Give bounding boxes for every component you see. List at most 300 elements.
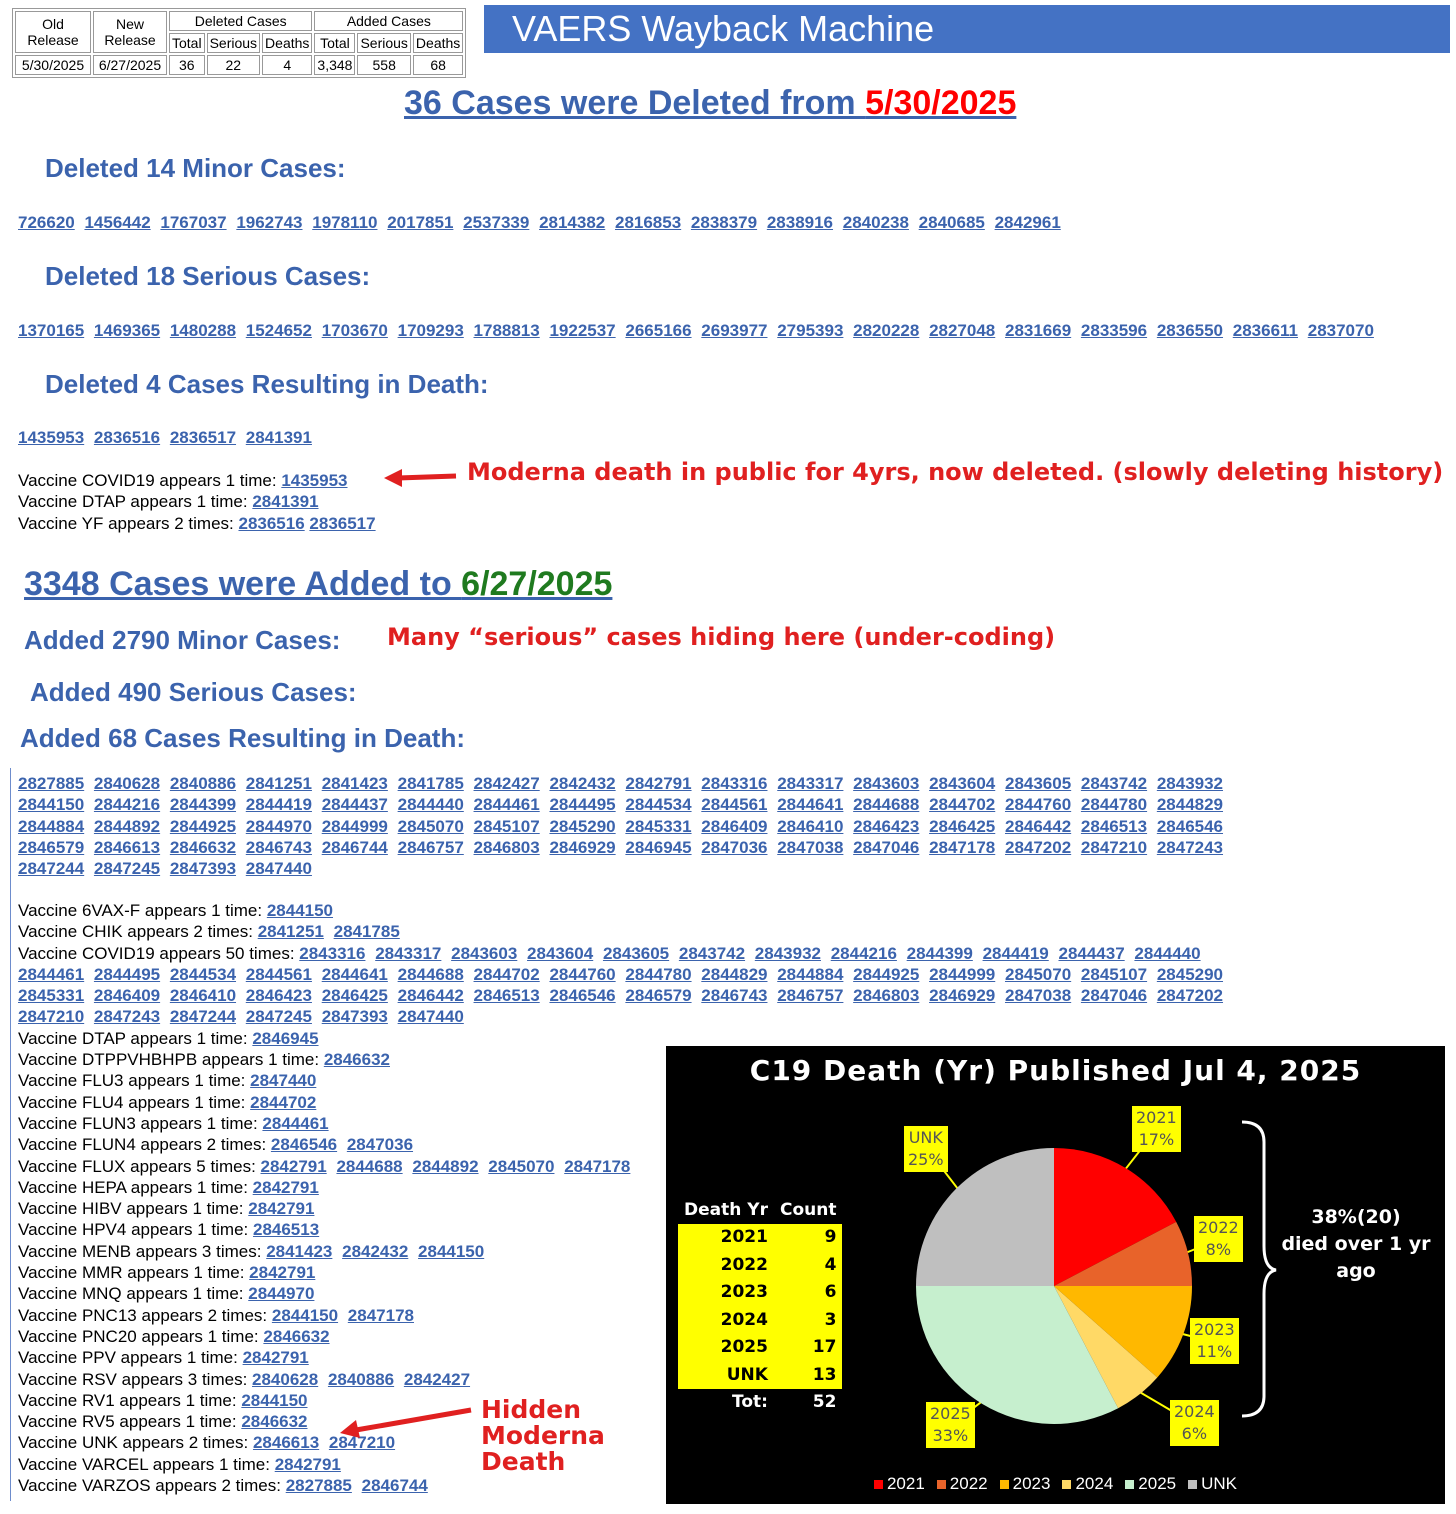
vaccine-label: Vaccine PNC13 appears 2 times:: [18, 1305, 272, 1325]
case-link[interactable]: 2847036: [346, 1135, 414, 1155]
case-link[interactable]: 2844688: [397, 964, 464, 984]
case-link[interactable]: 1456442: [84, 213, 151, 232]
case-link[interactable]: 2847038: [777, 837, 844, 857]
case-link[interactable]: 2836516: [238, 513, 305, 533]
case-link[interactable]: 2846442: [397, 986, 464, 1006]
table-cell-count: 17: [774, 1334, 843, 1362]
case-link[interactable]: 726620: [18, 213, 75, 232]
case-link[interactable]: 1767037: [160, 213, 227, 232]
case-link[interactable]: 2846803: [473, 837, 540, 857]
case-link[interactable]: 2837070: [1307, 321, 1374, 340]
case-link[interactable]: 2844495: [549, 795, 616, 815]
case-link[interactable]: 2846579: [18, 837, 85, 857]
case-link[interactable]: 2844440: [1134, 943, 1201, 963]
case-link[interactable]: 2846929: [929, 986, 996, 1006]
case-link[interactable]: 2846929: [549, 837, 616, 857]
case-link[interactable]: 2845331: [18, 986, 85, 1006]
vaccine-line: [18, 921, 1258, 942]
vaccine-label: Vaccine DTPPVHBHPB appears 1 time:: [18, 1050, 324, 1070]
case-link[interactable]: 2842432: [549, 774, 616, 793]
case-link[interactable]: 2842791: [248, 1199, 315, 1219]
case-link[interactable]: 2844688: [336, 1156, 403, 1176]
case-link[interactable]: 2843317: [777, 774, 844, 793]
case-link[interactable]: 2844216: [93, 795, 161, 815]
case-link[interactable]: 2843316: [299, 943, 366, 963]
summary-cell: 68: [413, 55, 463, 75]
legend-item: [1062, 1474, 1113, 1493]
legend-label: 2025: [1138, 1474, 1177, 1493]
case-link[interactable]: 2840628: [252, 1369, 319, 1389]
vaccine-label: Vaccine VARCEL appears 1 time:: [18, 1454, 275, 1474]
case-link[interactable]: 2795393: [777, 321, 844, 340]
case-link[interactable]: 2844702: [473, 964, 540, 984]
added-minor-heading: Added 2790 Minor Cases:: [24, 625, 341, 655]
table-total-label: Tot:: [732, 1392, 768, 1413]
summary-cell: 5/30/2025: [15, 55, 91, 75]
case-link[interactable]: 2843316: [701, 774, 768, 793]
deleted-death-heading: Deleted 4 Cases Resulting in Death:: [45, 369, 489, 399]
case-link[interactable]: 1480288: [169, 321, 237, 340]
case-link[interactable]: 2846744: [321, 837, 388, 857]
case-link[interactable]: 2844970: [245, 816, 312, 836]
case-link[interactable]: 2841785: [333, 922, 400, 942]
arrow-icon: [380, 465, 460, 489]
pie-label-year: 2022: [1198, 1218, 1239, 1237]
vaccine-label: Vaccine UNK appears 2 times:: [18, 1433, 253, 1453]
case-link[interactable]: 2847178: [564, 1156, 631, 1176]
case-link[interactable]: 2845290: [549, 816, 616, 836]
section-rule: [10, 768, 11, 1501]
case-link[interactable]: 1435953: [18, 428, 85, 447]
case-link[interactable]: 2844892: [412, 1156, 479, 1176]
legend-swatch: [1125, 1480, 1134, 1489]
case-link[interactable]: 2842791: [242, 1348, 309, 1368]
case-link[interactable]: 2844760: [1004, 795, 1072, 815]
vaccine-label: Vaccine MENB appears 3 times:: [18, 1241, 267, 1261]
case-link[interactable]: 2814382: [539, 213, 606, 232]
case-link[interactable]: 2846632: [241, 1412, 308, 1432]
column-header: Total: [314, 33, 355, 53]
vaccine-label: Vaccine FLU4 appears 1 time:: [18, 1092, 251, 1112]
case-link[interactable]: 2844999: [929, 964, 996, 984]
case-link[interactable]: 2665166: [625, 321, 692, 340]
pie-label-year: 2021: [1136, 1108, 1177, 1127]
case-link[interactable]: 2836517: [309, 513, 376, 533]
case-link[interactable]: 2840886: [327, 1369, 395, 1389]
vaccine-label: Vaccine DTAP appears 1 time:: [18, 1028, 253, 1048]
table-header-count: Count: [779, 1199, 837, 1220]
case-link[interactable]: 2847243: [1156, 837, 1224, 857]
case-link[interactable]: 2841251: [257, 922, 324, 942]
case-link[interactable]: 2838916: [766, 213, 834, 232]
case-link[interactable]: 2844702: [250, 1092, 317, 1112]
legend-label: UNK: [1201, 1474, 1238, 1493]
legend-swatch: [1188, 1480, 1197, 1489]
case-link[interactable]: 2844216: [830, 943, 897, 963]
pie-label-2025: [926, 1402, 975, 1448]
table-cell-count: 4: [774, 1251, 843, 1279]
case-link[interactable]: 2846803: [853, 986, 920, 1006]
case-link[interactable]: 2844495: [93, 964, 161, 984]
case-link[interactable]: 2842427: [403, 1369, 471, 1389]
case-link[interactable]: 2846423: [853, 816, 920, 836]
case-link[interactable]: 2847393: [321, 1007, 388, 1027]
table-cell-count: 13: [774, 1361, 843, 1389]
case-link[interactable]: 2827885: [285, 1476, 352, 1496]
vaccine-line: [18, 513, 376, 534]
legend-swatch: [874, 1480, 883, 1489]
case-link[interactable]: 2844925: [853, 964, 920, 984]
legend-label: 2023: [1012, 1474, 1051, 1493]
case-link[interactable]: 2846513: [1080, 816, 1148, 836]
vaccine-label: Vaccine FLU3 appears 1 time:: [18, 1071, 251, 1091]
case-link[interactable]: 2846425: [321, 986, 388, 1006]
case-link[interactable]: 2845070: [488, 1156, 555, 1176]
case-link[interactable]: 2847244: [18, 859, 85, 879]
vaccine-label: Vaccine HPV4 appears 1 time:: [18, 1220, 253, 1240]
case-link[interactable]: 2847202: [1004, 837, 1072, 857]
case-link[interactable]: 2844440: [397, 795, 464, 815]
header-added-cases: Added Cases: [314, 11, 463, 31]
case-link[interactable]: 2847202: [1156, 986, 1224, 1006]
deleted-title-text: 36 Cases were Deleted from: [404, 84, 866, 122]
case-link[interactable]: 2017851: [387, 213, 454, 232]
case-link[interactable]: 2836516: [93, 428, 161, 447]
case-link[interactable]: 2844702: [929, 795, 996, 815]
table-cell-year: UNK: [678, 1361, 774, 1389]
case-link[interactable]: 1469365: [93, 321, 161, 340]
case-link[interactable]: 2844780: [1080, 795, 1148, 815]
case-link[interactable]: 2840886: [169, 774, 237, 793]
case-link[interactable]: 2693977: [701, 321, 768, 340]
header-deleted-cases: Deleted Cases: [169, 11, 312, 31]
vaccine-label: Vaccine HIBV appears 1 time:: [18, 1199, 249, 1219]
vaccine-label: Vaccine DTAP appears 1 time:: [18, 492, 253, 512]
case-link[interactable]: 2841785: [397, 774, 464, 793]
legend-label: 2022: [949, 1474, 988, 1493]
case-link[interactable]: 2847038: [1004, 986, 1072, 1006]
case-link[interactable]: 2847210: [18, 1007, 85, 1027]
case-link[interactable]: 2847440: [250, 1071, 317, 1091]
pie-label-2022: [1194, 1216, 1243, 1262]
case-link[interactable]: 2831669: [1004, 321, 1072, 340]
case-link[interactable]: 2844399: [169, 795, 237, 815]
case-link[interactable]: 2842427: [473, 774, 540, 793]
case-link[interactable]: 2844884: [777, 964, 844, 984]
case-link[interactable]: 2820228: [853, 321, 920, 340]
case-link[interactable]: 2846632: [323, 1050, 390, 1070]
vaccine-label: Vaccine RV5 appears 1 time:: [18, 1412, 242, 1432]
case-link[interactable]: 2844534: [169, 964, 237, 984]
case-link[interactable]: 1709293: [397, 321, 464, 340]
case-link[interactable]: 2842791: [274, 1454, 341, 1474]
column-header: Deaths: [413, 33, 463, 53]
case-link[interactable]: 2845070: [397, 816, 464, 836]
brace-note-line: 38%(20): [1311, 1206, 1401, 1228]
case-link[interactable]: 1435953: [281, 471, 348, 490]
case-link[interactable]: 2846744: [361, 1476, 428, 1496]
case-link[interactable]: 2836517: [169, 428, 237, 447]
case-link[interactable]: 2846613: [252, 1433, 320, 1453]
case-link[interactable]: 1524652: [245, 321, 312, 340]
case-link[interactable]: 2844150: [266, 901, 334, 920]
case-link[interactable]: 2537339: [463, 213, 530, 232]
vaccine-label: Vaccine PPV appears 1 time:: [18, 1348, 243, 1368]
case-link[interactable]: 2846546: [1156, 816, 1224, 836]
case-link[interactable]: 2843317: [375, 943, 442, 963]
pie-label-percent: 8%: [1205, 1240, 1232, 1259]
case-link[interactable]: 2847036: [701, 837, 768, 857]
case-link[interactable]: 2847243: [93, 1007, 161, 1027]
case-link[interactable]: 1703670: [321, 321, 388, 340]
case-link[interactable]: 2827885: [18, 774, 85, 793]
case-link[interactable]: 2846632: [169, 837, 237, 857]
case-link[interactable]: 2844999: [321, 816, 388, 836]
case-link[interactable]: 2846546: [270, 1135, 338, 1155]
case-link[interactable]: 2847210: [1080, 837, 1148, 857]
hidden-moderna-note: [481, 1397, 605, 1475]
case-link[interactable]: 2843742: [678, 943, 746, 963]
case-link[interactable]: 2847440: [245, 859, 312, 879]
case-link[interactable]: 2846513: [252, 1220, 320, 1240]
deleted-title-date: 5/30/2025: [865, 84, 1017, 122]
vaccine-label: Vaccine PNC20 appears 1 time:: [18, 1326, 264, 1346]
case-link[interactable]: 2844419: [982, 943, 1049, 963]
vaccine-label: Vaccine COVID19 appears 1 time:: [18, 471, 282, 490]
case-link[interactable]: 2847245: [245, 1007, 312, 1027]
case-link[interactable]: 2844461: [18, 964, 85, 984]
added-title-text: 3348 Cases were Added to: [24, 565, 462, 603]
case-link[interactable]: 2842961: [994, 213, 1061, 232]
legend-item: [1000, 1474, 1051, 1493]
case-link[interactable]: 2843603: [853, 774, 920, 793]
case-link[interactable]: 2836550: [1156, 321, 1224, 340]
case-link[interactable]: 2841251: [245, 774, 312, 793]
case-link[interactable]: 1962743: [236, 213, 303, 232]
case-link[interactable]: 2844150: [18, 795, 85, 815]
case-link[interactable]: 2847046: [1080, 986, 1148, 1006]
vaccine-line: [18, 943, 1258, 1028]
legend-swatch: [937, 1480, 946, 1489]
case-link[interactable]: 2847210: [328, 1433, 396, 1453]
legend-label: 2021: [886, 1474, 925, 1493]
deleted-vaccine-list: [18, 470, 376, 534]
added-title: [24, 565, 612, 604]
case-link[interactable]: 2846743: [245, 837, 312, 857]
case-link[interactable]: 2846442: [1004, 816, 1072, 836]
vaccine-line: [18, 900, 1258, 921]
case-link[interactable]: 2842791: [625, 774, 692, 793]
vaccine-label: Vaccine 6VAX-F appears 1 time:: [18, 901, 267, 920]
brace-note: [1266, 1204, 1446, 1285]
deleted-serious-list: [18, 321, 1379, 341]
case-link[interactable]: 2827048: [929, 321, 996, 340]
legend-swatch: [1000, 1480, 1009, 1489]
table-cell-year: 2022: [678, 1251, 774, 1279]
case-link[interactable]: 2843604: [929, 774, 996, 793]
deleted-death-list: [18, 428, 317, 448]
case-link[interactable]: 2844760: [549, 964, 616, 984]
case-link[interactable]: 1788813: [473, 321, 540, 340]
case-link[interactable]: 2847393: [169, 859, 237, 879]
case-link[interactable]: 2847440: [397, 1007, 464, 1027]
case-link[interactable]: 2844780: [625, 964, 692, 984]
case-link[interactable]: 2840685: [918, 213, 985, 232]
table-cell-count: 3: [774, 1306, 843, 1334]
case-link[interactable]: 2844534: [625, 795, 692, 815]
case-link[interactable]: 1922537: [549, 321, 616, 340]
case-link[interactable]: 2836611: [1232, 321, 1298, 340]
case-link[interactable]: 2844829: [701, 964, 768, 984]
case-link[interactable]: 2846425: [929, 816, 996, 836]
case-link[interactable]: 2846945: [625, 837, 692, 857]
case-link[interactable]: 2840238: [842, 213, 909, 232]
case-link[interactable]: 2844150: [241, 1390, 308, 1410]
vaccine-label: Vaccine RV1 appears 1 time:: [18, 1390, 242, 1410]
case-link[interactable]: 2845107: [473, 816, 540, 836]
case-link[interactable]: 2838379: [690, 213, 758, 232]
case-link[interactable]: 2846945: [252, 1028, 319, 1048]
brace-note-line: died over 1 yr ago: [1281, 1233, 1431, 1282]
hidden-note-line: Death: [481, 1447, 566, 1476]
case-link[interactable]: 2842432: [342, 1241, 409, 1261]
case-link[interactable]: 2846423: [245, 986, 312, 1006]
pie-label-year: UNK: [908, 1128, 943, 1147]
pie-label-2024: [1170, 1400, 1219, 1446]
case-link[interactable]: 2842791: [252, 1177, 319, 1197]
case-link[interactable]: 2844884: [18, 816, 85, 836]
table-cell-count: 9: [774, 1224, 843, 1252]
deleted-serious-heading: Deleted 18 Serious Cases:: [45, 261, 371, 291]
case-link[interactable]: 2841391: [252, 492, 319, 512]
vaccine-label: Vaccine RSV appears 3 times:: [18, 1369, 253, 1389]
case-link[interactable]: 2844150: [271, 1305, 339, 1325]
chart-panel: [666, 1046, 1445, 1504]
case-link[interactable]: 2843932: [1156, 774, 1224, 793]
table-cell-year: 2023: [678, 1279, 774, 1307]
case-link[interactable]: 2847245: [93, 859, 161, 879]
case-link[interactable]: 2844461: [473, 795, 540, 815]
case-link[interactable]: 2844925: [169, 816, 237, 836]
case-link[interactable]: 2841423: [321, 774, 388, 793]
header-old-release: Old Release: [15, 11, 91, 53]
pie-label-percent: 17%: [1138, 1130, 1175, 1149]
column-header: Total: [169, 33, 205, 53]
case-link[interactable]: 2846410: [169, 986, 237, 1006]
legend-item: [1188, 1474, 1237, 1493]
case-link[interactable]: 1370165: [18, 321, 85, 340]
case-link[interactable]: 2841423: [266, 1241, 333, 1261]
case-link[interactable]: 2833596: [1080, 321, 1148, 340]
case-link[interactable]: 2844437: [1058, 943, 1125, 963]
case-link[interactable]: 2844437: [321, 795, 388, 815]
pie-label-year: 2025: [930, 1404, 971, 1423]
case-link[interactable]: 2844561: [245, 964, 312, 984]
case-link[interactable]: 2846513: [473, 986, 540, 1006]
case-link[interactable]: 2844399: [906, 943, 973, 963]
table-total-value: 52: [812, 1392, 837, 1413]
case-link[interactable]: 2846757: [777, 986, 844, 1006]
case-link[interactable]: 2844641: [321, 964, 388, 984]
case-link[interactable]: 2816853: [614, 213, 682, 232]
case-link[interactable]: 2846546: [549, 986, 616, 1006]
vaccine-label: Vaccine MMR appears 1 time:: [18, 1263, 250, 1283]
case-link[interactable]: 2846409: [701, 816, 768, 836]
case-link[interactable]: 2844419: [245, 795, 312, 815]
pie-label-year: 2023: [1194, 1320, 1235, 1339]
case-link[interactable]: 2846632: [263, 1326, 330, 1346]
case-link[interactable]: 2844829: [1156, 795, 1224, 815]
case-link[interactable]: 2844892: [93, 816, 161, 836]
summary-cell: 22: [207, 55, 260, 75]
case-link[interactable]: 2844561: [701, 795, 768, 815]
case-link[interactable]: 2840628: [93, 774, 161, 793]
summary-cell: 3,348: [314, 55, 355, 75]
case-link[interactable]: 2846613: [93, 837, 161, 857]
vaccine-label: Vaccine COVID19 appears 50 times:: [18, 943, 300, 963]
chart-legend: [666, 1474, 1445, 1494]
table-cell-year: 2025: [678, 1334, 774, 1362]
case-link[interactable]: 2843603: [451, 943, 518, 963]
case-link[interactable]: 2846409: [93, 986, 161, 1006]
case-link[interactable]: 2842791: [249, 1263, 316, 1283]
case-link[interactable]: 2843604: [527, 943, 594, 963]
case-link[interactable]: 2847178: [347, 1305, 414, 1325]
case-link[interactable]: 2847046: [853, 837, 920, 857]
case-link[interactable]: 2843932: [754, 943, 821, 963]
case-link[interactable]: 2844461: [262, 1113, 329, 1133]
case-link[interactable]: 2843605: [602, 943, 670, 963]
case-link[interactable]: 2847244: [169, 1007, 237, 1027]
case-link[interactable]: 2844970: [248, 1284, 315, 1304]
case-link[interactable]: 2846743: [701, 986, 768, 1006]
case-link[interactable]: 2846579: [625, 986, 692, 1006]
legend-item: [937, 1474, 988, 1493]
case-link[interactable]: 2843605: [1004, 774, 1072, 793]
case-link[interactable]: 2841391: [245, 428, 312, 447]
hidden-note-line: Hidden: [481, 1395, 582, 1424]
case-link[interactable]: 2847178: [929, 837, 996, 857]
case-link[interactable]: 2844688: [853, 795, 920, 815]
case-link[interactable]: 1978110: [312, 213, 378, 232]
added-serious-heading: Added 490 Serious Cases:: [30, 677, 357, 707]
added-death-heading: Added 68 Cases Resulting in Death:: [20, 723, 465, 753]
deleted-minor-heading: Deleted 14 Minor Cases:: [45, 153, 346, 183]
vaccine-line: [18, 470, 376, 491]
vaccine-label: Vaccine MNQ appears 1 time:: [18, 1284, 249, 1304]
deleted-minor-list: [18, 213, 1066, 233]
case-link[interactable]: 2846410: [777, 816, 844, 836]
vaccine-label: Vaccine CHIK appears 2 times:: [18, 922, 258, 942]
case-link[interactable]: 2845331: [625, 816, 692, 836]
case-link[interactable]: 2845107: [1080, 964, 1148, 984]
case-link[interactable]: 2842791: [260, 1156, 327, 1176]
summary-table: [12, 8, 466, 78]
header-new-release: New Release: [93, 11, 167, 53]
vaccine-label: Vaccine FLUN4 appears 2 times:: [18, 1135, 271, 1155]
legend-label: 2024: [1075, 1474, 1114, 1493]
case-link[interactable]: 2843742: [1080, 774, 1148, 793]
page-banner: VAERS Wayback Machine: [484, 5, 1450, 53]
table-cell-count: 6: [774, 1279, 843, 1307]
vaccine-label: Vaccine FLUN3 appears 1 time:: [18, 1113, 263, 1133]
case-link[interactable]: 2845070: [1004, 964, 1072, 984]
case-link[interactable]: 2844641: [777, 795, 844, 815]
case-link[interactable]: 2845290: [1156, 964, 1224, 984]
case-link[interactable]: 2844150: [418, 1241, 485, 1261]
summary-cell: 36: [169, 55, 205, 75]
case-link[interactable]: 2846757: [397, 837, 464, 857]
